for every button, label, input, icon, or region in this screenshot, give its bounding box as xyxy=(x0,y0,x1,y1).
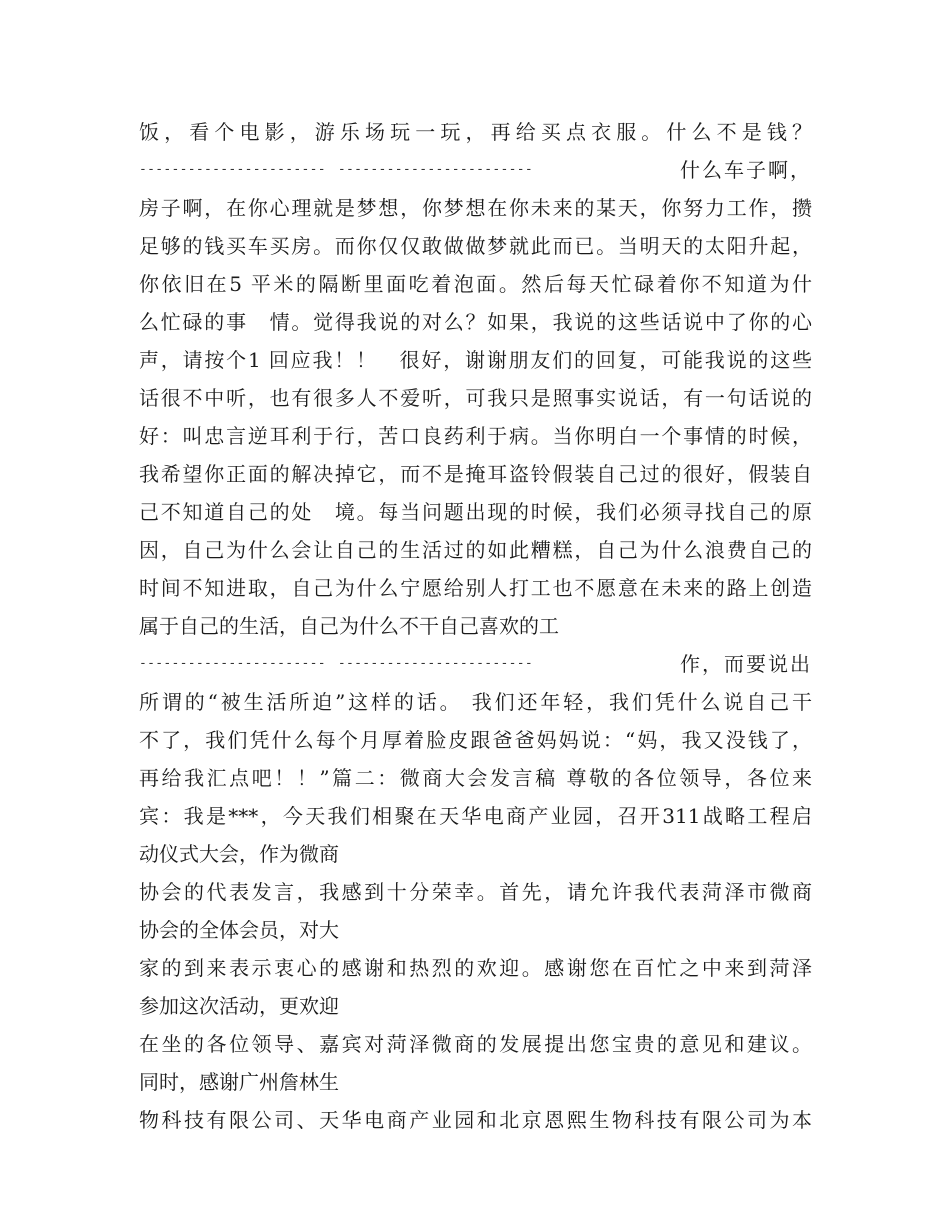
separator-line xyxy=(139,645,812,683)
text-line: 参加这次活动，更欢迎 xyxy=(139,994,339,1018)
text-line: 在坐的各位领导、嘉宾对菏泽微商的发展提出您宝贵的意见和建议。 xyxy=(139,1032,812,1056)
text-line: 协会的全体会员，对大 xyxy=(139,918,339,942)
text-line: 协会的代表发言，我感到十分荣幸。首先，请允许我代表菏泽市微商 xyxy=(139,880,812,904)
text-line: 物科技有限公司、天华电商产业园和北京恩熙生物科技有限公司为本 xyxy=(139,1108,812,1132)
dash-rule: ----------------------- xyxy=(139,656,326,671)
dash-rule: ------------------------ xyxy=(337,162,533,177)
text-line: 同时，感谢广州詹林生 xyxy=(139,1070,339,1094)
text-line: 不了，我们凭什么每个月厚着脸皮跟爸爸妈妈说：“妈，我又没钱了， xyxy=(139,728,812,752)
text-line: 声，请按个1 回应我！！ 很好，谢谢朋友们的回复，可能我说的这些 xyxy=(139,348,812,372)
text-line: 房子啊，在你心理就是梦想，你梦想在你未来的某天，你努力工作，攒 xyxy=(139,196,812,220)
text-line: 么忙碌的事 情。觉得我说的对么？如果，我说的这些话说中了你的心 xyxy=(139,310,812,334)
text-line: 时间不知进取，自己为什么宁愿给别人打工也不愿意在未来的路上创造 xyxy=(139,576,812,600)
document-body xyxy=(139,113,812,1139)
dash-rule: ----------------------- xyxy=(139,162,326,177)
text-line: 饭，看个电影，游乐场玩一玩，再给买点衣服。什么不是钱？ xyxy=(139,120,812,144)
text-line: 动仪式大会，作为微商 xyxy=(139,842,339,866)
separator-line xyxy=(139,151,812,189)
text-line: 我希望你正面的解决掉它，而不是掩耳盗铃假装自己过的很好，假装自 xyxy=(139,462,812,486)
text-line: 话很不中听，也有很多人不爱听，可我只是照事实说话，有一句话说的 xyxy=(139,386,812,410)
line-tail-text: 什么车子啊， xyxy=(680,158,812,182)
text-line: 所谓的“被生活所迫”这样的话。 我们还年轻，我们凭什么说自己干 xyxy=(139,690,812,714)
dash-rule: ------------------------ xyxy=(337,656,533,671)
text-line: 宾：我是***，今天我们相聚在天华电商产业园，召开311战略工程启 xyxy=(139,804,812,828)
text-line: 你依旧在5 平米的隔断里面吃着泡面。然后每天忙碌着你不知道为什 xyxy=(139,272,812,296)
text-line: 再给我汇点吧！！”篇二：微商大会发言稿 尊敬的各位领导，各位来 xyxy=(139,766,812,790)
text-line: 属于自己的生活，自己为什么不干自己喜欢的工 xyxy=(139,614,559,638)
line-tail-text: 作，而要说出 xyxy=(680,652,812,676)
text-line: 好：叫忠言逆耳利于行，苦口良药利于病。当你明白一个事情的时候， xyxy=(139,424,812,448)
text-line: 家的到来表示衷心的感谢和热烈的欢迎。感谢您在百忙之中来到菏泽 xyxy=(139,956,812,980)
text-line: 足够的钱买车买房。而你仅仅敢做做梦就此而已。当明天的太阳升起， xyxy=(139,234,812,258)
text-line: 己不知道自己的处 境。每当问题出现的时候，我们必须寻找自己的原 xyxy=(139,500,812,524)
text-line: 因，自己为什么会让自己的生活过的如此糟糕，自己为什么浪费自己的 xyxy=(139,538,812,562)
